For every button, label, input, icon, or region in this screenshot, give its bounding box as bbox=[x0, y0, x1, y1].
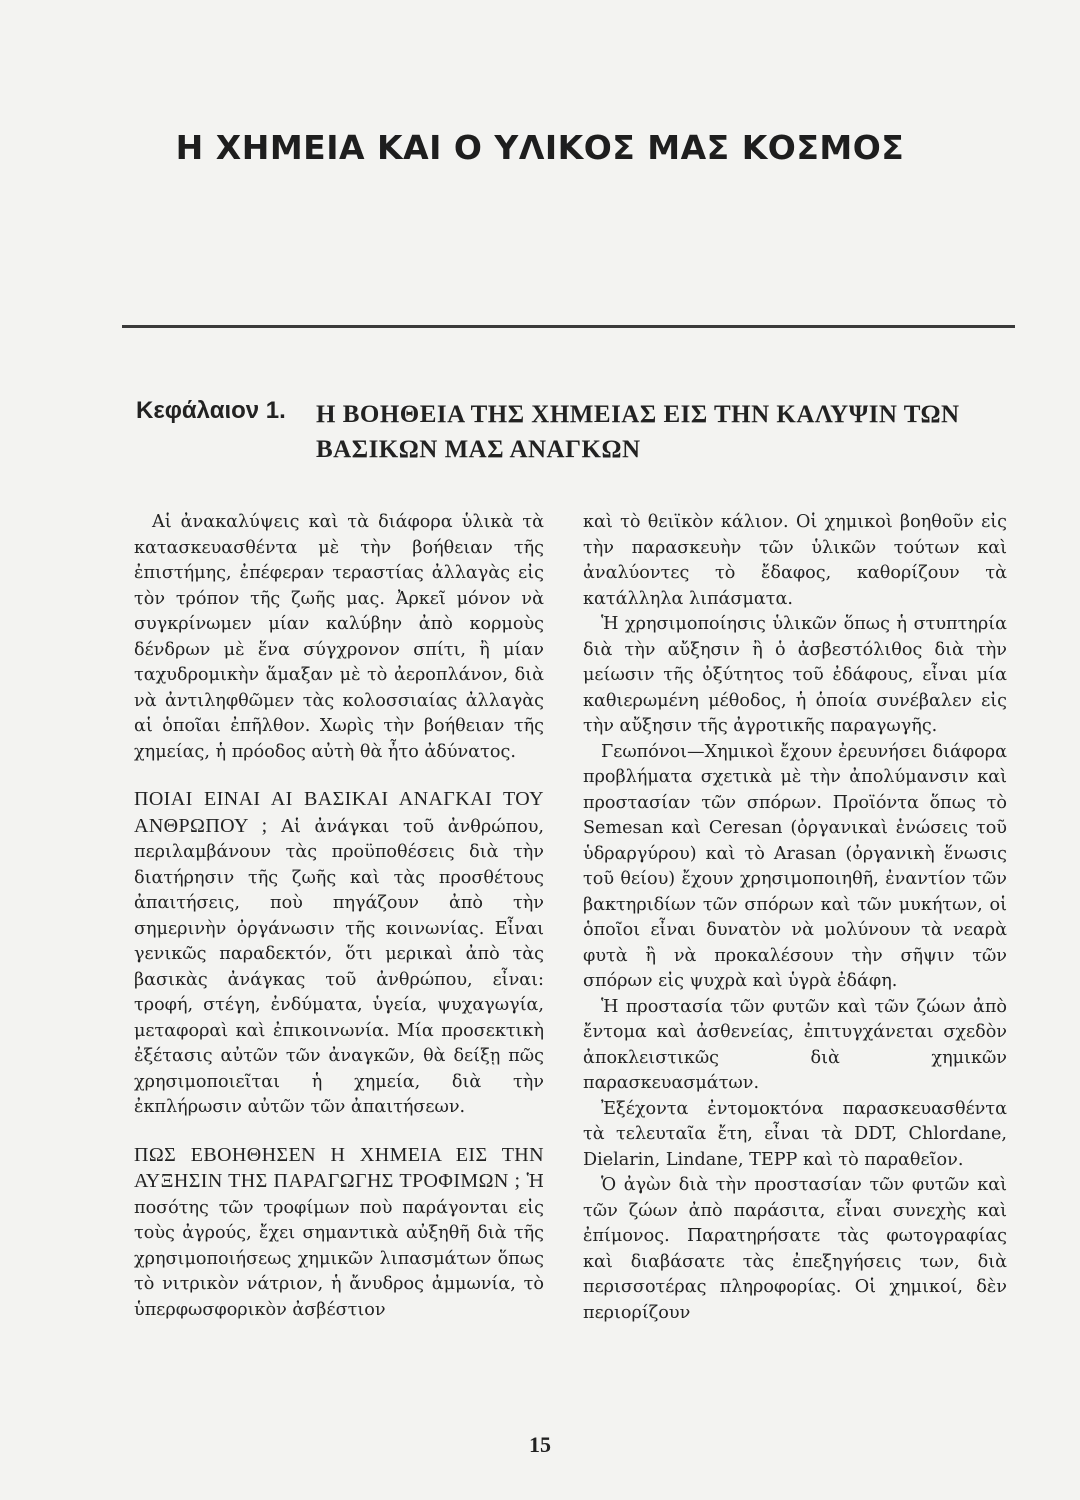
page-number: 15 bbox=[529, 1432, 551, 1457]
paragraph: Ὁ ἀγὼν διὰ τὴν προστασίαν τῶν φυτῶν καὶ τῶν ζώων ἀπὸ παράσιτα, εἶναι συνεχὴς καὶ ἐπίμονος. Παρατηρήσατε τὰς φωτογραφίας καὶ διαβάσατε τὰς ἐπεξηγήσεις των, διὰ περισσοτέρας πληροφορίας. Οἱ χημικοί, δὲν περιορίζουν bbox=[583, 1175, 1007, 1323]
right-column bbox=[583, 510, 1007, 1326]
paragraph: Ἡ προστασία τῶν φυτῶν καὶ τῶν ζώων ἀπὸ ἔντομα καὶ ἀσθενείας, ἐπιτυγχάνεται σχεδὸν ἀποκλειστικῶς διὰ χημικῶν παρασκευασμάτων. bbox=[583, 996, 1007, 1093]
horizontal-rule bbox=[122, 325, 1015, 328]
section-heading: ΠΩΣ ΕΒΟΗΘΗΣΕΝ Η ΧΗΜΕΙΑ ΕΙΣ ΤΗΝ ΑΥΞΗΣΙΝ ΤΗΣ ΠΑΡΑΓΩΓΗΣ ΤΡΟΦΙΜΩΝ ; bbox=[134, 1143, 544, 1192]
chapter-label: Κεφάλαιον 1. bbox=[136, 397, 286, 424]
paragraph-text: Ἡ ποσότης τῶν τροφίμων ποὺ παράγονται εἰς τοὺς ἀγρούς, ἔχει σημαντικὰ αὐξηθῆ διὰ τῆς χρησιμοποιήσεως χημικῶν λιπασμάτων ὅπως τὸ νιτρικὸν νάτριον, ἡ ἄνυδρος ἀμμωνία, τὸ ὑπερφωσφορικὸν ἀσβέστιον bbox=[134, 1172, 544, 1320]
page-title: Η ΧΗΜΕΙΑ ΚΑΙ Ο ΥΛΙΚΟΣ ΜΑΣ ΚΟΣΜΟΣ bbox=[175, 128, 905, 167]
paragraph bbox=[134, 1143, 544, 1324]
paragraph bbox=[134, 787, 544, 1121]
paragraph: καὶ τὸ θειϊκὸν κάλιον. Οἱ χημικοὶ βοηθοῦν εἰς τὴν παρασκευὴν τῶν ὑλικῶν τούτων καὶ ἀναλύοντες τὸ ἔδαφος, καθορίζουν τὰ κατάλληλα λιπάσματα. bbox=[583, 512, 1007, 609]
chapter-title: Η ΒΟΗΘΕΙΑ ΤΗΣ ΧΗΜΕΙΑΣ ΕΙΣ ΤΗΝ ΚΑΛΥΨΙΝ ΤΩΝ ΒΑΣΙΚΩΝ ΜΑΣ ΑΝΑΓΚΩΝ bbox=[316, 401, 960, 463]
paragraph: Ἐξέχοντα ἐντομοκτόνα παρασκευασθέντα τὰ τελευταῖα ἔτη, εἶναι τὰ DDT, Chlordane, Dielarin, Lindane, TEPP καὶ τὸ παραθεῖον. bbox=[583, 1098, 1007, 1170]
section-heading: ΠΟΙΑΙ ΕΙΝΑΙ ΑΙ ΒΑΣΙΚΑΙ ΑΝΑΓΚΑΙ ΤΟΥ ΑΝΘΡΩΠΟΥ ; bbox=[134, 788, 544, 837]
paragraph: Αἱ ἀνακαλύψεις καὶ τὰ διάφορα ὑλικὰ τὰ κατασκευασθέντα μὲ τὴν βοήθειαν τῆς ἐπιστήμης, ἐπέφεραν τεραστίας ἀλλαγὰς εἰς τὸν τρόπον τῆς ζωῆς μας. Ἀρκεῖ μόνον νὰ συγκρίνωμεν μίαν καλύβην ἀπὸ κορμοὺς δένδρων μὲ ἕνα σύγχρονον σπίτι, ἢ μίαν ταχυδρομικὴν ἅμαξαν μὲ τὸ ἀεροπλάνον, διὰ νὰ ἀντιληφθῶμεν τὰς κολοσσιαίας ἀλλαγὰς αἱ ὁποῖαι ἐπῆλθον. Χωρὶς τὴν βοήθειαν τῆς χημείας, ἡ πρόοδος αὐτὴ θὰ ἦτο ἀδύνατος. bbox=[134, 512, 544, 762]
paragraph-text: Αἱ ἀνάγκαι τοῦ ἀνθρώπου, περιλαμβάνουν τὰς προϋποθέσεις διὰ τὴν διατήρησιν τῆς ζωῆς καὶ τὰς προσθέτους ἀπαιτήσεις, ποὺ πηγάζουν ἀπὸ τὴν σημερινὴν ὀργάνωσιν τῆς κοινωνίας. Εἶναι γενικῶς παραδεκτόν, ὅτι μερικαὶ ἀπὸ τὰς βασικὰς ἀνάγκας τοῦ ἀνθρώπου, εἶναι: τροφή, στέγη, ἐνδύματα, ὑγεία, ψυχαγωγία, μεταφοραὶ καὶ ἐπικοινωνία. Μία προσεκτικὴ ἐξέτασις αὐτῶν τῶν ἀναγκῶν, θὰ δείξῃ πῶς χρησιμοποιεῖται ἡ χημεία, διὰ τὴν ἐκπλήρωσιν αὐτῶν τῶν ἀπαιτήσεων. bbox=[134, 816, 545, 1117]
paragraph: Γεωπόνοι—Χημικοὶ ἔχουν ἐρευνήσει διάφορα προβλήματα σχετικὰ μὲ τὴν ἀπολύμανσιν καὶ προστασίαν τῶν σπόρων. Προϊόντα ὅπως τὸ Semesan καὶ Ceresan (ὀργανικαὶ ἑνώσεις τοῦ ὑδραργύρου) καὶ τὸ Arasan (ὀργανικὴ ἕνωσις τοῦ θείου) ἔχουν χρησιμοποιηθῆ, ἐναντίον τῶν βακτηριδίων τῶν σπόρων καὶ τῶν μυκήτων, οἱ ὁποῖοι εἶναι δυνατὸν νὰ μολύνουν τὰ νεαρὰ φυτὰ ἢ νὰ προκαλέσουν τὴν σῆψιν τῶν σπόρων εἰς ψυχρὰ καὶ ὑγρὰ ἐδάφη. bbox=[583, 741, 1007, 991]
left-column bbox=[134, 510, 544, 1323]
paragraph: Ἡ χρησιμοποίησις ὑλικῶν ὅπως ἡ στυπτηρία διὰ τὴν αὔξησιν ἢ ὁ ἀσβεστόλιθος διὰ τὴν μείωσιν τῆς ὀξύτητος τοῦ ἐδάφους, εἶναι μία καθιερωμένη μέθοδος, ἡ ὁποία συνέβαλεν εἰς τὴν αὔξησιν τῆς ἀγροτικῆς παραγωγῆς. bbox=[583, 614, 1007, 736]
